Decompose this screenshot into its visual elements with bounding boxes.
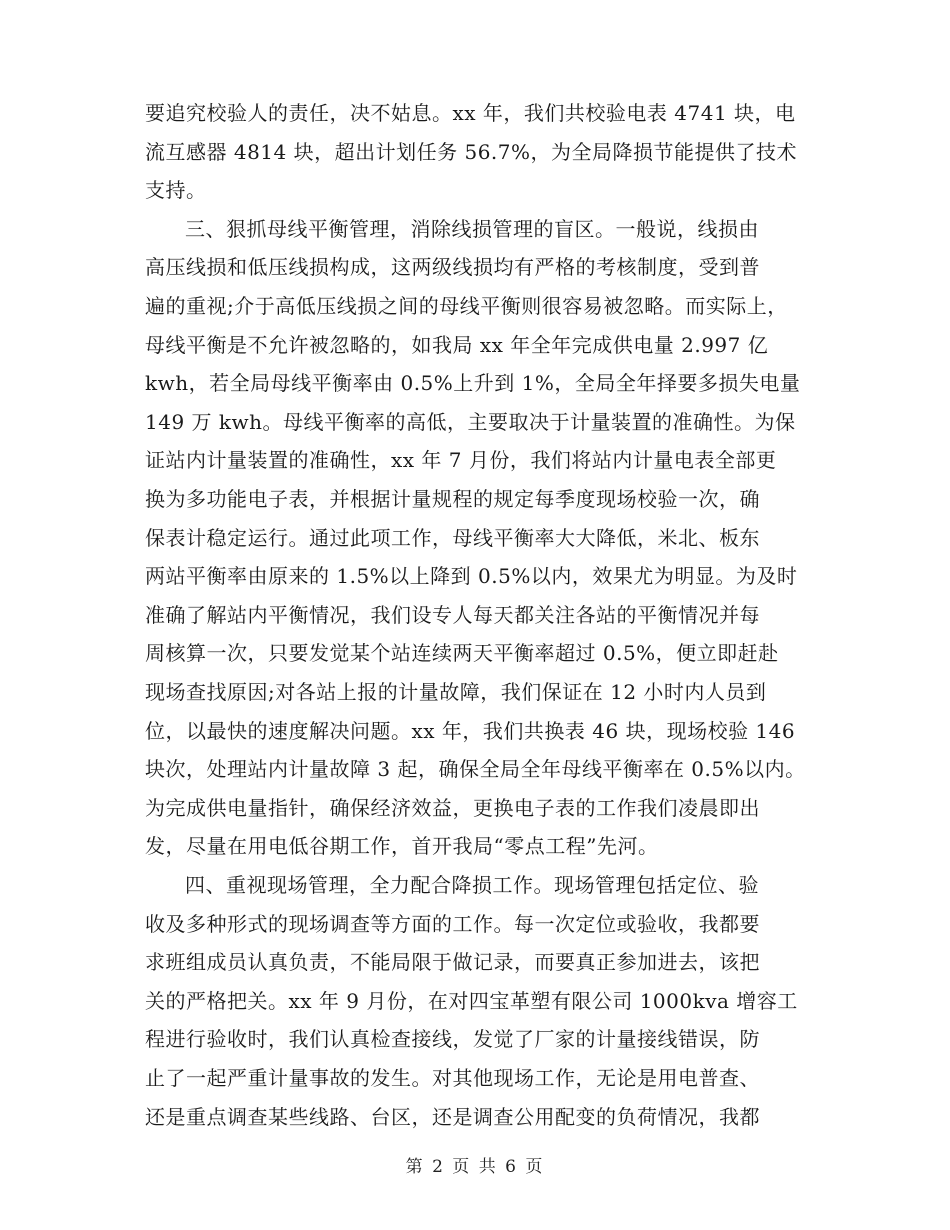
text-line: 求班组成员认真负责，不能局限于做记录，而要真正参加进去，该把 [145, 950, 760, 974]
text-line: 母线平衡是不允许被忽略的，如我局 xx 年全年完成供电量 2.997 亿 [145, 333, 769, 357]
text-line: 为完成供电量指针，确保经济效益，更换电子表的工作我们凌晨即出 [145, 796, 760, 820]
text-line: 证站内计量装置的准确性，xx 年 7 月份，我们将站内计量电表全部更 [145, 448, 777, 472]
text-line: 现场查找原因;对各站上报的计量故障，我们保证在 12 小时内人员到 [145, 680, 767, 704]
text-line: 要追究校验人的责任，决不姑息。xx 年，我们共校验电表 4741 块，电 [145, 101, 796, 125]
text-line: 流互感器 4814 块，超出计划任务 56.7%，为全局降损节能提供了技术 [145, 140, 798, 164]
text-line: 两站平衡率由原来的 1.5%以上降到 0.5%以内，效果尤为明显。为及时 [145, 564, 798, 588]
text-line: 遍的重视;介于高低压线损之间的母线平衡则很容易被忽略。而实际上， [145, 294, 788, 318]
text-line: 止了一起严重计量事故的发生。对其他现场工作，无论是用电普查、 [145, 1066, 760, 1090]
text-line: 关的严格把关。xx 年 9 月份，在对四宝革塑有限公司 1000kva 增容工 [145, 989, 798, 1013]
text-line: 收及多种形式的现场调查等方面的工作。每一次定位或验收，我都要 [145, 912, 760, 936]
text-line: 保表计稳定运行。通过此项工作，母线平衡率大大降低，米北、板东 [145, 526, 760, 550]
text-line: 还是重点调查某些线路、台区，还是调查公用配变的负荷情况，我都 [145, 1105, 760, 1129]
paragraph-heading-line: 四、重视现场管理，全力配合降损工作。现场管理包括定位、验 [185, 873, 759, 897]
text-line: 程进行验收时，我们认真检查接线，发觉了厂家的计量接线错误，防 [145, 1027, 760, 1051]
page-number-footer: 第 2 页 共 6 页 [405, 1157, 545, 1177]
text-line: 位，以最快的速度解决问题。xx 年，我们共换表 46 块，现场校验 146 [145, 719, 796, 743]
text-line: 周核算一次，只要发觉某个站连续两天平衡率超过 0.5%，便立即赶赴 [145, 641, 779, 665]
text-line: 149 万 kwh。母线平衡率的高低，主要取决于计量装置的准确性。为保 [145, 410, 796, 434]
text-line: 准确了解站内平衡情况，我们设专人每天都关注各站的平衡情况并每 [145, 603, 760, 627]
text-line: 块次，处理站内计量故障 3 起，确保全局全年母线平衡率在 0.5%以内。 [145, 757, 806, 781]
text-line: 高压线损和低压线损构成，这两级线损均有严格的考核制度，受到普 [145, 255, 760, 279]
text-line: 支持。 [145, 178, 207, 202]
text-line: 发，尽量在用电低谷期工作，首开我局“零点工程”先河。 [145, 834, 659, 858]
paragraph-heading-line: 三、狠抓母线平衡管理，消除线损管理的盲区。一般说，线损由 [185, 217, 759, 241]
text-line: 换为多功能电子表，并根据计量规程的规定每季度现场校验一次，确 [145, 487, 760, 511]
text-line: kwh，若全局母线平衡率由 0.5%上升到 1%，全局全年择要多损失电量 [145, 371, 801, 395]
